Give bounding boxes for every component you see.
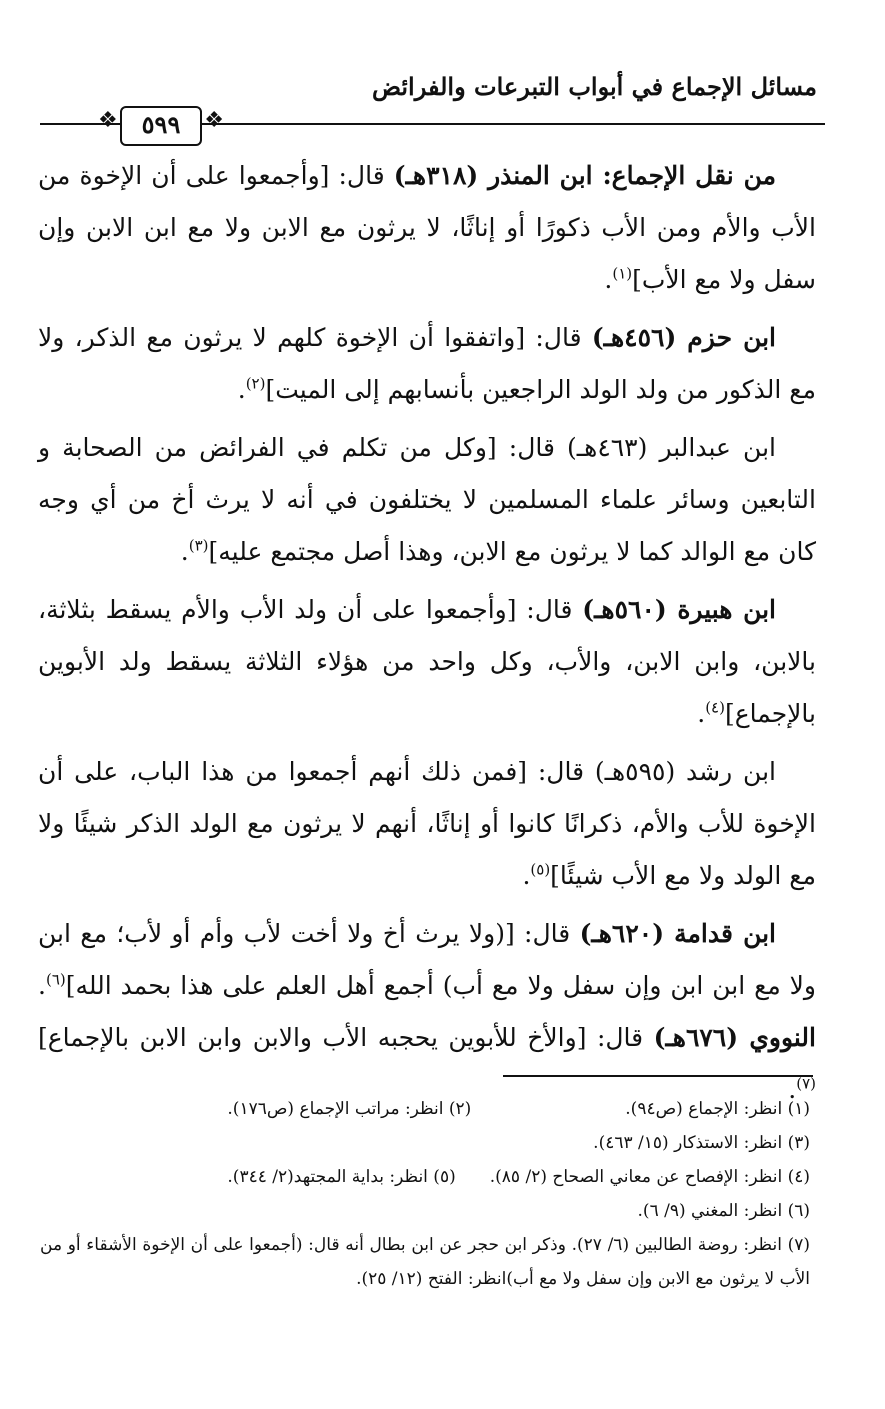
source-lead: ابن قدامة (٦٢٠هـ)	[579, 919, 776, 948]
source-lead: ابن رشد (٥٩٥هـ)	[594, 757, 776, 786]
footnote-ref[interactable]: (١)	[612, 264, 633, 283]
quote-text: قال: [(ولا يرث أخ ولا أخت لأب وأم أو لأب؛ مع ابن ولا مع ابن ابن وإن سفل ولا مع أب) أجمع أهل العلم على هذا بحمد الله]	[38, 919, 816, 1000]
footnote-ref[interactable]: (٥)	[530, 860, 551, 879]
footnote-row	[40, 1126, 810, 1160]
running-title: مسائل الإجماع في أبواب التبرعات والفرائض	[371, 72, 817, 101]
quote-text: قال: [وأجمعوا على أن ولد الأب والأم يسقط بثلاثة، بالابن، وابن الابن، والأب، وكل واحد من هؤلاء الثلاثة يسقط ولد الأبوين بالإجماع]	[38, 595, 816, 728]
punctuation: .	[180, 537, 189, 566]
footnote-6: (٦) انظر: المغني (٩/ ٦).	[637, 1201, 810, 1221]
punctuation: .	[237, 375, 246, 404]
quote-text: قال: [فمن ذلك أنهم أجمعوا من هذا الباب، على أن الإخوة للأب والأم، ذكرانًا كانوا أو إناثًا، أنهم لا يرثون مع الولد الذكر شيئًا ولا مع الولد ولا مع الأب شيئًا]	[38, 757, 816, 890]
quote-text: قال: [والأخ للأبوين يحجبه الأب والابن وابن الابن بالإجماع]	[38, 1023, 654, 1052]
footnote-ref[interactable]: (٦)	[45, 970, 66, 989]
punctuation: .	[522, 861, 531, 890]
footnote-row	[40, 1160, 810, 1194]
footnote-separator	[503, 1075, 813, 1077]
source-lead: ابن حزم (٤٥٦هـ)	[591, 323, 777, 352]
page-number-frame	[92, 98, 230, 150]
source-lead: ابن هبيرة (٥٦٠هـ)	[582, 595, 777, 624]
paragraph	[38, 312, 816, 416]
quote-text: قال: [وكل من تكلم في الفرائض من الصحابة و التابعين وسائر علماء المسلمين لا يختلفون في أنه لا يرث أخ من أي وجه كان مع الوالد كما لا يرثون مع الابن، وهذا أصل مجتمع عليه]	[38, 433, 816, 566]
footnote-4: (٤) انظر: الإفصاح عن معاني الصحاح (٢/ ٨٥).	[489, 1167, 810, 1187]
footnote-ref[interactable]: (٢)	[245, 374, 266, 393]
footnote-5: (٥) انظر: بداية المجتهد(٢/ ٣٤٤).	[227, 1167, 456, 1187]
paragraph	[38, 746, 816, 902]
punctuation: .	[38, 971, 46, 1000]
quote-text: قال: [وأجمعوا على أن الإخوة من الأب والأم ومن الأب ذكورًا أو إناثًا، لا يرثون مع الابن ولا مع ابن الابن وإن سفل ولا مع الأب]	[38, 161, 816, 294]
source-lead: من نقل الإجماع: ابن المنذر (٣١٨هـ)	[393, 161, 776, 190]
footnote-7: (٧) انظر: روضة الطالبين (٦/ ٢٧). وذكر ابن حجر عن ابن بطال أنه قال: (أجمعوا على أن الإخوة الأشقاء أو من الأب لا يرثون مع الابن وإن سفل ولا مع أب)انظر: الفتح (١٢/ ٢٥).	[40, 1235, 810, 1289]
footnote-ref[interactable]: (٤)	[705, 698, 725, 717]
footnote-2: (٢) انظر: مراتب الإجماع (ص١٧٦).	[227, 1099, 472, 1119]
footnote-ref[interactable]: (٣)	[188, 536, 209, 555]
punctuation: .	[604, 265, 613, 294]
paragraph	[38, 150, 816, 306]
ornament-icon: ❖	[204, 108, 224, 133]
footnote-ref[interactable]: (٧)	[796, 1074, 816, 1093]
paragraph	[38, 584, 816, 740]
ornament-icon: ❖	[98, 108, 118, 133]
footnotes	[40, 1092, 810, 1296]
footnote-row	[40, 1194, 810, 1228]
paragraph	[38, 422, 816, 578]
footnote-1: (١) انظر: الإجماع (ص٩٤).	[625, 1099, 810, 1119]
page-header	[40, 70, 825, 139]
page-number: ٥٩٩	[120, 106, 202, 146]
paragraph	[38, 908, 816, 1116]
source-lead: النووي (٦٧٦هـ)	[653, 1023, 816, 1052]
footnote-row	[40, 1092, 810, 1126]
footnote-row	[40, 1228, 810, 1296]
punctuation: .	[788, 1075, 797, 1104]
footnote-3: (٣) انظر: الاستذكار (١٥/ ٤٦٣).	[593, 1133, 810, 1153]
main-text	[38, 150, 816, 1122]
punctuation: .	[697, 699, 706, 728]
source-lead: ابن عبدالبر (٤٦٣هـ)	[567, 433, 776, 462]
quote-text: قال: [واتفقوا أن الإخوة كلهم لا يرثون مع الذكر، ولا مع الذكور من ولد الولد الراجعين بأنسابهم إلى الميت]	[38, 323, 816, 404]
